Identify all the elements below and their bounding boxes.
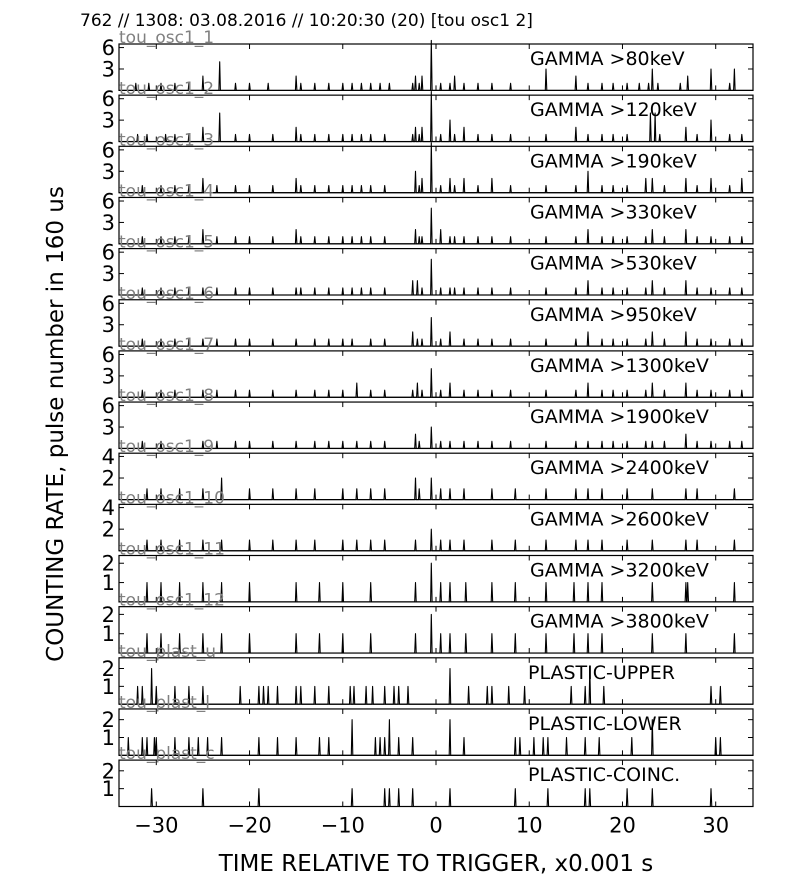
channel-name: tou_osc1_8: [119, 386, 215, 407]
y-tick-label: 2: [101, 517, 115, 542]
y-tick-label: 1: [101, 777, 115, 802]
y-tick-label: 2: [101, 466, 115, 491]
y-tick-label: 1: [101, 622, 115, 647]
panel-label: GAMMA >80keV: [530, 48, 685, 70]
y-tick-label: 6: [101, 291, 115, 316]
panel-label: GAMMA >2400keV: [530, 457, 709, 480]
channel-name: tou_osc1_12: [119, 590, 225, 611]
panel-label: GAMMA >120keV: [530, 99, 697, 122]
x-axis-label: TIME RELATIVE TO TRIGGER, x0.001 s: [218, 851, 654, 877]
y-tick-label: 3: [101, 57, 115, 82]
panel-label: GAMMA >950keV: [530, 303, 697, 326]
y-tick-label: 2: [101, 708, 115, 733]
panel-label: GAMMA >1300keV: [530, 354, 709, 377]
panel-label: GAMMA >1900keV: [530, 406, 709, 429]
channel-name: tou_osc1_11: [119, 539, 225, 560]
y-tick-label: 2: [101, 759, 115, 784]
channel-name: tou_plast_l: [119, 692, 211, 713]
channel-name: tou_osc1_1: [119, 28, 215, 48]
y-tick-label: 2: [101, 551, 115, 576]
channel-name: tou_osc1_7: [119, 334, 215, 355]
panel-label: PLASTIC-UPPER: [528, 661, 675, 684]
y-tick-label: 6: [101, 394, 115, 419]
y-tick-label: 6: [101, 342, 115, 367]
panel-15: [102, 744, 753, 806]
channel-name: tou_plast_u: [119, 641, 217, 662]
channel-name: tou_osc1_6: [119, 283, 215, 304]
panel-label: GAMMA >3200keV: [530, 559, 709, 582]
y-tick-label: 1: [101, 726, 115, 751]
panel-label: GAMMA >530keV: [530, 252, 697, 275]
panel-label: PLASTIC-COINC.: [528, 764, 681, 787]
x-tick-label: −10: [320, 813, 365, 838]
y-tick-label: 1: [101, 571, 115, 596]
y-tick-label: 3: [101, 159, 115, 184]
channel-name: tou_osc1_5: [119, 232, 215, 253]
y-tick-label: 3: [101, 210, 115, 235]
channel-name: tou_osc1_4: [119, 181, 215, 202]
y-tick-label: 3: [101, 415, 115, 440]
y-tick-label: 2: [101, 602, 115, 627]
panel-label: GAMMA >330keV: [530, 201, 697, 224]
panel-label: GAMMA >190keV: [530, 150, 697, 173]
y-tick-label: 1: [101, 674, 115, 699]
y-tick-label: 3: [101, 364, 115, 389]
y-tick-label: 6: [101, 189, 115, 214]
panel-label: GAMMA >3800keV: [530, 610, 709, 633]
figure-header: 762 // 1308: 03.08.2016 // 10:20:30 (20) [tou osc1 2]: [80, 11, 533, 31]
x-tick-label: −20: [227, 813, 272, 838]
channel-name: tou_plast_c: [119, 744, 215, 765]
panel-stack: [102, 28, 753, 838]
x-tick-label: 20: [609, 813, 636, 838]
channel-name: tou_osc1_10: [119, 488, 225, 509]
panel-label: GAMMA >2600keV: [530, 508, 709, 531]
x-tick-label: 0: [429, 813, 443, 838]
y-tick-label: 3: [101, 108, 115, 133]
y-tick-label: 3: [101, 313, 115, 338]
y-tick-label: 4: [101, 444, 115, 469]
channel-name: tou_osc1_3: [119, 130, 215, 151]
y-tick-label: 6: [101, 36, 115, 61]
x-tick-label: 30: [702, 813, 730, 838]
y-axis-label: COUNTING RATE, pulse number in 160 us: [43, 186, 69, 662]
y-tick-label: 6: [101, 138, 115, 163]
y-tick-label: 2: [101, 657, 115, 682]
y-tick-label: 4: [101, 496, 115, 521]
y-tick-label: 6: [101, 87, 115, 112]
x-tick-label: −30: [134, 813, 179, 838]
y-tick-label: 3: [101, 262, 115, 287]
x-tick-label: 10: [515, 813, 543, 838]
panel-label: PLASTIC-LOWER: [528, 712, 682, 735]
y-tick-label: 6: [101, 240, 115, 265]
channel-name: tou_osc1_9: [119, 437, 215, 458]
channel-name: tou_osc1_2: [119, 79, 215, 100]
